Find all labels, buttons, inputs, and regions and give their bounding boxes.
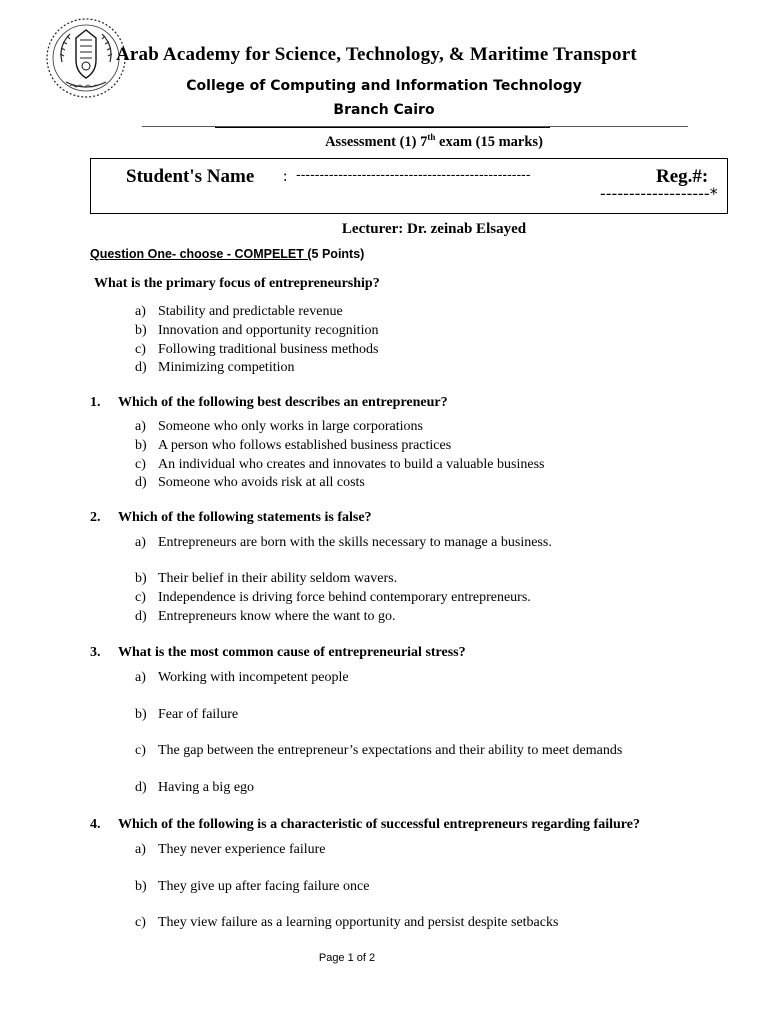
question-text: What is the most common cause of entrepreneurial stress? bbox=[118, 645, 466, 660]
option-letter: a) bbox=[135, 535, 146, 550]
lecturer-name: Lecturer: Dr. zeinab Elsayed bbox=[341, 221, 527, 237]
option-letter: b) bbox=[135, 571, 147, 586]
option-text[interactable]: Minimizing competition bbox=[158, 360, 295, 375]
question-number: 1. bbox=[90, 395, 101, 410]
section-title bbox=[90, 247, 364, 261]
option-text[interactable]: Entrepreneurs are born with the skills necessary to manage a business. bbox=[158, 535, 552, 550]
question-text: Which of the following is a characteristic of successful entrepreneurs regarding failure? bbox=[118, 817, 640, 832]
assessment-title bbox=[0, 134, 768, 151]
option-letter: b) bbox=[135, 707, 147, 722]
header-divider-accent bbox=[215, 127, 550, 128]
option-text[interactable]: Stability and predictable revenue bbox=[158, 304, 343, 319]
option-text[interactable]: Someone who only works in large corporations bbox=[158, 419, 423, 434]
option-text[interactable]: A person who follows established business practices bbox=[158, 438, 452, 453]
option-text[interactable]: Independence is driving force behind contemporary entrepreneurs. bbox=[158, 590, 531, 605]
question-text: Which of the following best describes an entrepreneur? bbox=[118, 395, 448, 410]
option-text[interactable]: Fear of failure bbox=[158, 707, 239, 722]
option-letter: c) bbox=[135, 457, 146, 472]
assessment-prefix: Assessment (1) 7 bbox=[325, 134, 428, 150]
option-text[interactable]: Having a big ego bbox=[158, 780, 255, 795]
assessment-suffix: exam (15 marks) bbox=[435, 134, 543, 150]
option-text[interactable]: They never experience failure bbox=[158, 842, 326, 857]
branch-name: Branch Cairo bbox=[333, 102, 435, 118]
question-number: 2. bbox=[90, 510, 101, 525]
institution-title: Arab Academy for Science, Technology, & Maritime Transport bbox=[116, 44, 637, 65]
page-number: Page 1 of 2 bbox=[318, 952, 376, 964]
college-name: College of Computing and Information Technology bbox=[186, 78, 582, 94]
section-title-underlined: Question One- choose - COMPELET ( bbox=[90, 247, 312, 261]
student-name-field[interactable]: -------------------------------------------------- bbox=[296, 168, 531, 183]
option-text[interactable]: An individual who creates and innovates to build a valuable business bbox=[158, 457, 545, 472]
section-title-points: 5 Points) bbox=[311, 247, 365, 261]
option-text[interactable]: Someone who avoids risk at all costs bbox=[158, 475, 365, 490]
question-number: 3. bbox=[90, 645, 101, 660]
option-letter: d) bbox=[135, 609, 147, 624]
option-letter: a) bbox=[135, 670, 146, 685]
reg-number-label: Reg.#: bbox=[656, 166, 709, 187]
option-letter: a) bbox=[135, 419, 146, 434]
option-letter: a) bbox=[135, 842, 146, 857]
option-letter: c) bbox=[135, 915, 146, 930]
option-letter: d) bbox=[135, 780, 147, 795]
student-name-label: Student's Name bbox=[126, 166, 255, 187]
question-text: Which of the following statements is false? bbox=[118, 510, 372, 525]
assessment-sup: th bbox=[427, 132, 436, 142]
option-text[interactable]: Innovation and opportunity recognition bbox=[158, 323, 379, 338]
option-letter: b) bbox=[135, 323, 147, 338]
option-letter: b) bbox=[135, 438, 147, 453]
option-text[interactable]: The gap between the entrepreneur’s expectations and their ability to meet demands bbox=[158, 743, 623, 758]
option-letter: c) bbox=[135, 590, 146, 605]
reg-number-field[interactable]: -------------------* bbox=[600, 184, 718, 203]
option-letter: c) bbox=[135, 342, 146, 357]
option-letter: a) bbox=[135, 304, 146, 319]
option-letter: b) bbox=[135, 879, 147, 894]
option-text[interactable]: Their belief in their ability seldom wavers. bbox=[158, 571, 398, 586]
student-name-colon: : bbox=[283, 168, 288, 185]
question-text: What is the primary focus of entrepreneurship? bbox=[94, 276, 380, 291]
option-text[interactable]: They view failure as a learning opportunity and persist despite setbacks bbox=[158, 915, 559, 930]
option-text[interactable]: They give up after facing failure once bbox=[158, 879, 370, 894]
option-letter: d) bbox=[135, 360, 147, 375]
option-text[interactable]: Working with incompetent people bbox=[158, 670, 349, 685]
option-letter: c) bbox=[135, 743, 146, 758]
option-text[interactable]: Following traditional business methods bbox=[158, 342, 379, 357]
option-text[interactable]: Entrepreneurs know where the want to go. bbox=[158, 609, 396, 624]
question-number: 4. bbox=[90, 817, 101, 832]
option-letter: d) bbox=[135, 475, 147, 490]
